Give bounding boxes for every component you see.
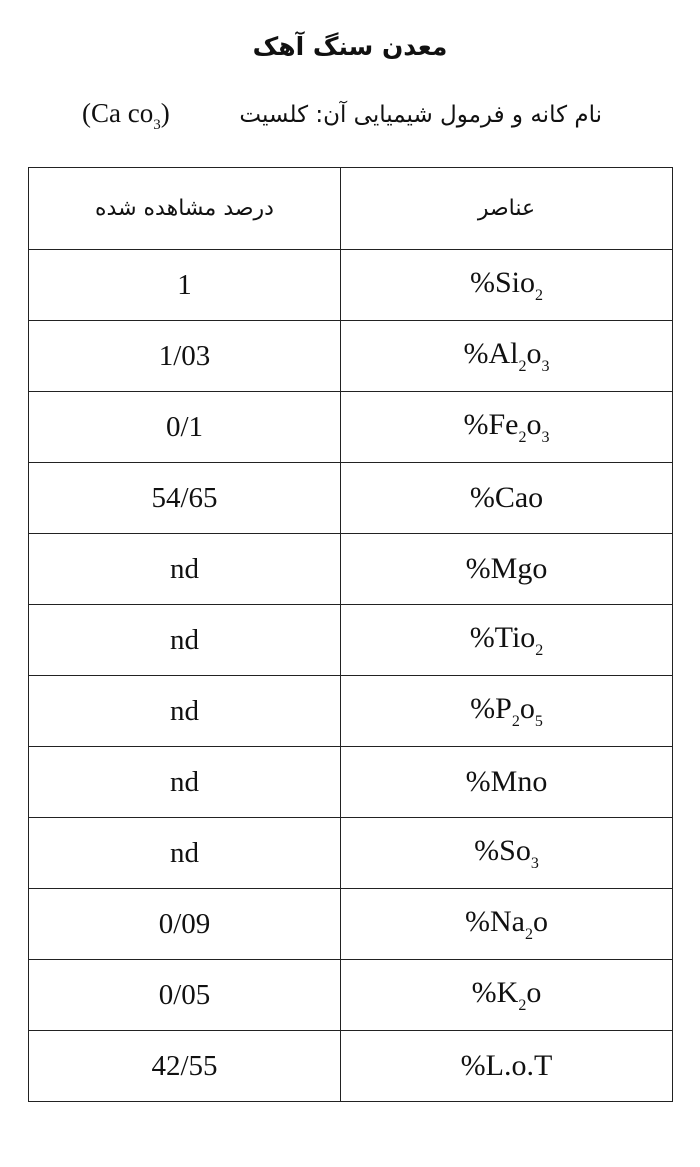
observed-percent-cell: 0/1 — [29, 392, 341, 463]
observed-percent-cell: 0/05 — [29, 960, 341, 1031]
element-cell — [341, 676, 673, 747]
table-row — [29, 747, 673, 818]
header-elements: عناصر — [341, 168, 673, 250]
element-symbol: %Fe — [463, 407, 519, 441]
observed-percent-cell: 0/09 — [29, 889, 341, 960]
element-symbol: %Mgo — [465, 552, 548, 585]
element-cell — [341, 747, 673, 818]
observed-percent-cell: nd — [29, 676, 341, 747]
element-cell — [341, 250, 673, 321]
table-row — [29, 534, 673, 605]
element-symbol: o — [526, 975, 542, 1009]
table-row — [29, 392, 673, 463]
subtitle-text: نام کانه و فرمول شیمیایی آن: کلسیت — [239, 102, 602, 128]
header-percent-observed: درصد مشاهده شده — [29, 168, 341, 250]
element-symbol: o — [519, 691, 535, 725]
element-symbol: %Na — [465, 904, 525, 938]
element-subscript: 2 — [518, 357, 527, 375]
table-row — [29, 250, 673, 321]
formula-open: (Ca co — [82, 98, 154, 128]
element-cell — [341, 889, 673, 960]
element-cell — [341, 321, 673, 392]
observed-percent-cell: 54/65 — [29, 463, 341, 534]
table-header-row — [29, 168, 673, 250]
element-symbol: o — [532, 904, 548, 938]
table-row — [29, 889, 673, 960]
page-title: معدن سنگ آهک — [252, 32, 448, 61]
element-subscript: 3 — [530, 854, 539, 872]
element-subscript: 5 — [534, 712, 543, 730]
element-cell — [341, 534, 673, 605]
element-cell — [341, 392, 673, 463]
observed-percent-cell: nd — [29, 534, 341, 605]
table-row — [29, 463, 673, 534]
observed-percent-cell: nd — [29, 747, 341, 818]
table-row — [29, 960, 673, 1031]
element-symbol: o — [526, 336, 542, 370]
element-subscript: 2 — [535, 641, 544, 659]
element-subscript: 2 — [518, 996, 527, 1014]
element-symbol: %Al — [463, 336, 519, 370]
observed-percent-cell: 42/55 — [29, 1031, 341, 1102]
elements-table — [28, 167, 673, 1102]
element-symbol: %P — [470, 691, 512, 725]
table-row — [29, 605, 673, 676]
chemical-formula — [82, 98, 170, 134]
element-symbol: %Mno — [465, 765, 548, 798]
table-row — [29, 676, 673, 747]
element-symbol: o — [526, 407, 542, 441]
element-subscript: 3 — [541, 357, 550, 375]
table-row — [29, 1031, 673, 1102]
element-symbol: %K — [471, 975, 519, 1009]
element-cell — [341, 605, 673, 676]
table-body — [29, 168, 673, 1102]
element-subscript: 2 — [518, 428, 527, 446]
element-symbol: %Sio — [469, 265, 535, 299]
table-row — [29, 321, 673, 392]
observed-percent-cell: nd — [29, 818, 341, 889]
element-symbol: %Cao — [469, 481, 544, 514]
formula-close: ) — [160, 98, 170, 128]
element-subscript: 2 — [511, 712, 520, 730]
element-subscript: 2 — [535, 286, 543, 304]
observed-percent-cell: 1 — [29, 250, 341, 321]
observed-percent-cell: nd — [29, 605, 341, 676]
formula-subscript: 3 — [153, 117, 161, 133]
element-symbol: %So — [474, 833, 531, 867]
element-cell — [341, 818, 673, 889]
element-symbol: %Tio — [469, 620, 536, 654]
element-cell — [341, 1031, 673, 1102]
element-cell — [341, 463, 673, 534]
element-cell — [341, 960, 673, 1031]
table-row — [29, 818, 673, 889]
subtitle — [82, 98, 602, 142]
element-symbol: %L.o.T — [460, 1049, 553, 1082]
observed-percent-cell: 1/03 — [29, 321, 341, 392]
element-subscript: 2 — [524, 925, 533, 943]
element-subscript: 3 — [541, 428, 550, 446]
